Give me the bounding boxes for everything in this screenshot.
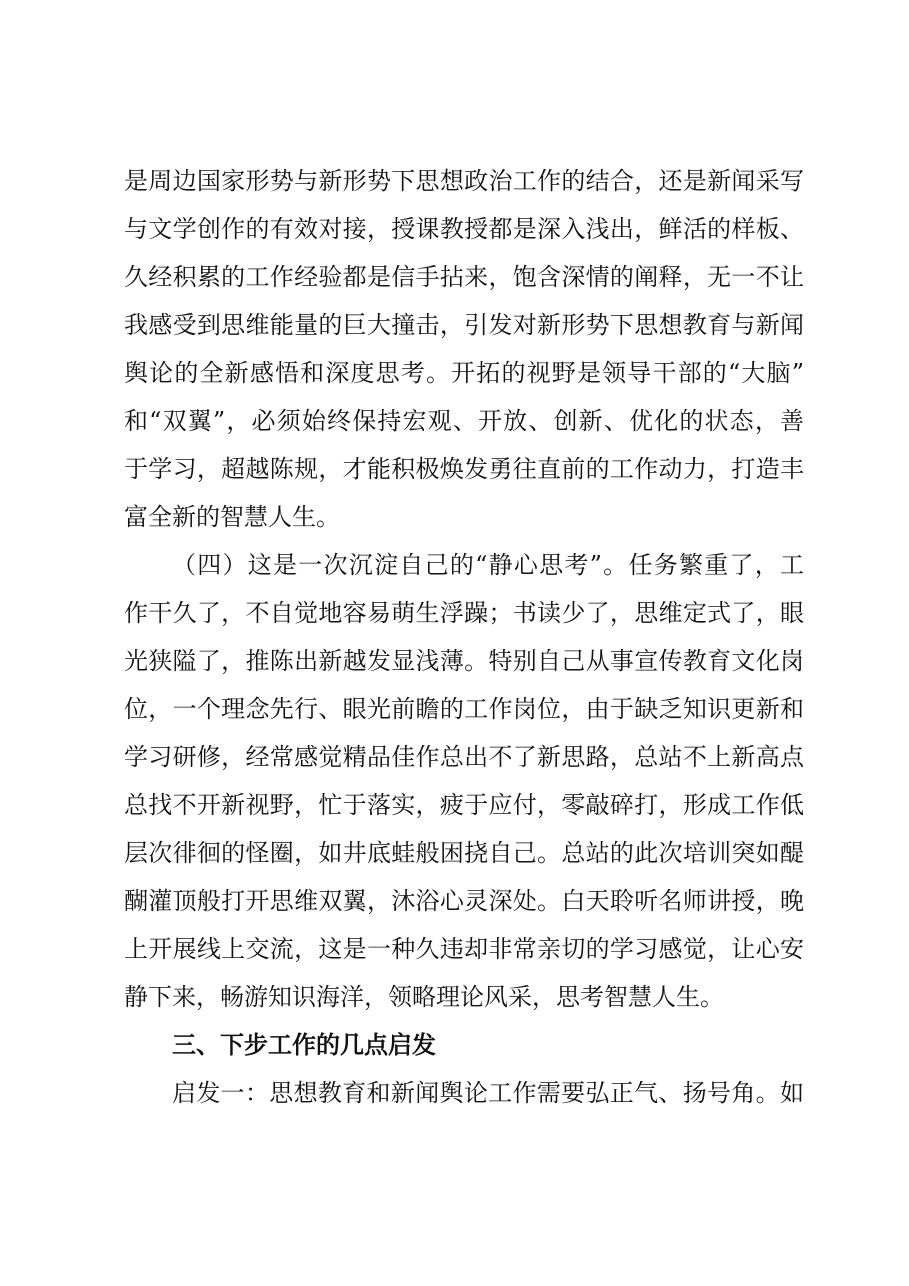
text-line: 光狭隘了，推陈出新越发显浅薄。特别自己从事宣传教育文化岗 [124, 647, 804, 675]
text-line: 位，一个理念先行、眼光前瞻的工作岗位，由于缺乏知识更新和 [124, 695, 804, 723]
text-line: 久经积累的工作经验都是信手拈来，饱含深情的阐释，无一不让 [124, 263, 804, 291]
paragraph-inspiration-one [124, 1069, 804, 1117]
text-line: 总找不开新视野，忙于落实，疲于应付，零敲碎打，形成工作低 [124, 791, 804, 819]
document-body [124, 157, 804, 1117]
text-line: 于学习，超越陈规，才能积极焕发勇往直前的工作动力，打造丰 [124, 455, 804, 483]
text-line: 启发一：思想教育和新闻舆论工作需要弘正气、扬号角。如 [172, 1079, 804, 1107]
text-line: 富全新的智慧人生。 [124, 503, 340, 531]
text-line: 和“双翼”，必须始终保持宏观、开放、创新、优化的状态，善 [124, 407, 804, 435]
section-heading: 三、下步工作的几点启发 [172, 1031, 436, 1059]
text-line: 与文学创作的有效对接，授课教授都是深入浅出，鲜活的样板、 [124, 215, 804, 243]
text-line: 醐灌顶般打开思维双翼，沐浴心灵深处。白天聆听名师讲授，晚 [124, 887, 804, 915]
text-line: 作干久了，不自觉地容易萌生浮躁；书读少了，思维定式了，眼 [124, 599, 804, 627]
text-line: 学习研修，经常感觉精品佳作总出不了新思路，总站不上新高点 [124, 743, 804, 771]
text-line: 层次徘徊的怪圈，如井底蛙般困挠自己。总站的此次培训突如醍 [124, 839, 804, 867]
text-line: 静下来，畅游知识海洋，领略理论风采，思考智慧人生。 [124, 983, 724, 1011]
text-line: 我感受到思维能量的巨大撞击，引发对新形势下思想教育与新闻 [124, 311, 804, 339]
paragraph-continuation [124, 157, 804, 541]
text-line: 是周边国家形势与新形势下思想政治工作的结合，还是新闻采写 [124, 167, 804, 195]
text-line: 舆论的全新感悟和深度思考。开拓的视野是领导干部的“大脑” [124, 359, 804, 387]
paragraph-section-four [124, 541, 804, 1021]
text-line: （四）这是一次沉淀自己的“静心思考”。任务繁重了，工 [172, 551, 804, 579]
text-line: 上开展线上交流，这是一种久违却非常亲切的学习感觉，让心安 [124, 935, 804, 963]
